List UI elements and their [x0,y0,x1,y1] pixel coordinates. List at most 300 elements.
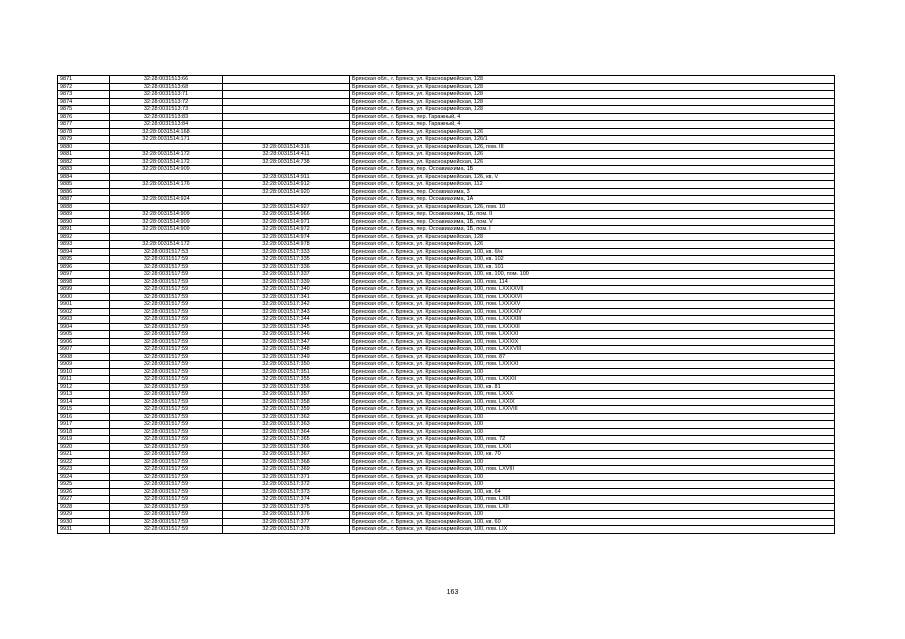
row-number-cell: 9929 [58,511,110,519]
table-row [58,488,835,496]
cadastral-number-cell: 32:28:0031517:59 [110,361,223,369]
row-number-cell: 9894 [58,248,110,256]
row-number-cell: 9928 [58,503,110,511]
table-row [58,361,835,369]
object-cadastral-number-cell: 32:28:0031517:371 [223,473,350,481]
table-row [58,128,835,136]
address-cell: Брянская обл., г. Брянск, ул. Красноармейская, 126 [350,151,835,159]
address-cell: Брянская обл., г. Брянск, ул. Красноармейская, 100 [350,428,835,436]
cadastral-number-cell: 32:28:0031514:909 [110,226,223,234]
address-cell: Брянская обл., г. Брянск, ул. Красноармейская, 128 [350,76,835,84]
row-number-cell: 9910 [58,368,110,376]
row-number-cell: 9897 [58,271,110,279]
object-cadastral-number-cell: 32:28:0031517:344 [223,316,350,324]
row-number-cell: 9915 [58,406,110,414]
table-row [58,383,835,391]
row-number-cell: 9872 [58,83,110,91]
cadastral-number-cell: 32:28:0031517:59 [110,451,223,459]
table-body [58,76,835,534]
address-cell: Брянская обл., г. Брянск, ул. Красноармейская, 126, пом. 10 [350,203,835,211]
object-cadastral-number-cell: 32:28:0031514:912 [223,181,350,189]
object-cadastral-number-cell: 32:28:0031517:374 [223,496,350,504]
table-row [58,226,835,234]
address-cell: Брянская обл., г. Брянск, ул. Красноармейская, 100, пом. LXXXXVI [350,293,835,301]
object-cadastral-number-cell: 32:28:0031517:350 [223,361,350,369]
object-cadastral-number-cell: 32:28:0031517:372 [223,481,350,489]
address-cell: Брянская обл., г. Брянск, ул. Красноармейская, 100, пом. LXXXIX [350,338,835,346]
object-cadastral-number-cell: 32:28:0031517:367 [223,451,350,459]
table-row [58,196,835,204]
address-cell: Брянская обл., г. Брянск, ул. Красноармейская, 100, пом. LXXXXI [350,331,835,339]
table-row [58,76,835,84]
address-cell: Брянская обл., г. Брянск, ул. Красноармейская, 126 [350,128,835,136]
table-row [58,233,835,241]
cadastral-registry-table [57,75,835,534]
address-cell: Брянская обл., г. Брянск, ул. Красноармейская, 128 [350,98,835,106]
cadastral-number-cell: 32:28:0031517:59 [110,338,223,346]
object-cadastral-number-cell: 32:28:0031517:349 [223,353,350,361]
row-number-cell: 9877 [58,121,110,129]
cadastral-number-cell: 32:28:0031514:924 [110,196,223,204]
table-row [58,98,835,106]
address-cell: Брянская обл., г. Брянск, ул. Красноармейская, 128 [350,83,835,91]
cadastral-number-cell: 32:28:0031517:53 [110,248,223,256]
table-row [58,406,835,414]
cadastral-number-cell: 32:28:0031517:59 [110,308,223,316]
address-cell: Брянская обл., г. Брянск, ул. Красноармейская, 100, пом. 114 [350,278,835,286]
object-cadastral-number-cell: 32:28:0031517:342 [223,301,350,309]
row-number-cell: 9887 [58,196,110,204]
row-number-cell: 9883 [58,166,110,174]
table-row [58,151,835,159]
address-cell: Брянская обл., г. Брянск, пер. Осоавиахима, 1Б [350,166,835,174]
address-cell: Брянская обл., г. Брянск, ул. Красноармейская, 100, пом. LXXXXVII [350,286,835,294]
table-row [58,511,835,519]
address-cell: Брянская обл., г. Брянск, ул. Красноармейская, 100 [350,511,835,519]
table-row [58,496,835,504]
cadastral-number-cell: 32:28:0031517:59 [110,323,223,331]
row-number-cell: 9906 [58,338,110,346]
address-cell: Брянская обл., г. Брянск, ул. Красноармейская, 100, пом. LXXXXI [350,361,835,369]
object-cadastral-number-cell [223,136,350,144]
object-cadastral-number-cell [223,76,350,84]
table-row [58,391,835,399]
table-row [58,91,835,99]
cadastral-number-cell: 32:28:0031517:59 [110,391,223,399]
object-cadastral-number-cell: 32:28:0031517:351 [223,368,350,376]
object-cadastral-number-cell: 32:28:0031514:738 [223,158,350,166]
cadastral-number-cell: 32:28:0031514:172 [110,151,223,159]
row-number-cell: 9895 [58,256,110,264]
object-cadastral-number-cell: 32:28:0031517:376 [223,511,350,519]
address-cell: Брянская обл., г. Брянск, ул. Красноармейская, 100 [350,368,835,376]
row-number-cell: 9886 [58,188,110,196]
table-row [58,308,835,316]
table-row [58,428,835,436]
cadastral-number-cell: 32:28:0031513:83 [110,113,223,121]
row-number-cell: 9909 [58,361,110,369]
table-row [58,271,835,279]
table-row [58,218,835,226]
cadastral-number-cell: 32:28:0031514:909 [110,218,223,226]
table-row [58,526,835,534]
cadastral-number-cell: 32:28:0031517:59 [110,458,223,466]
row-number-cell: 9876 [58,113,110,121]
row-number-cell: 9898 [58,278,110,286]
page-number: 163 [446,589,459,596]
address-cell: Брянская обл., г. Брянск, ул. Красноармейская, 100 [350,481,835,489]
row-number-cell: 9930 [58,518,110,526]
object-cadastral-number-cell: 32:28:0031517:362 [223,413,350,421]
table-row [58,83,835,91]
row-number-cell: 9899 [58,286,110,294]
address-cell: Брянская обл., г. Брянск, пер. Осоавиахима, 1Б, пом. V [350,218,835,226]
table-row [58,136,835,144]
cadastral-number-cell: 32:28:0031514:168 [110,128,223,136]
row-number-cell: 9905 [58,331,110,339]
address-cell: Брянская обл., г. Брянск, ул. Красноармейская, 100, пом. LXXXII [350,376,835,384]
object-cadastral-number-cell: 32:28:0031514:971 [223,218,350,226]
cadastral-number-cell: 32:28:0031517:59 [110,286,223,294]
table-row [58,203,835,211]
row-number-cell: 9871 [58,76,110,84]
cadastral-number-cell: 32:28:0031517:59 [110,443,223,451]
object-cadastral-number-cell: 32:28:0031517:337 [223,271,350,279]
row-number-cell: 9890 [58,218,110,226]
cadastral-number-cell: 32:28:0031513:72 [110,98,223,106]
address-cell: Брянская обл., г. Брянск, ул. Красноармейская, 128 [350,91,835,99]
table-row [58,181,835,189]
address-cell: Брянская обл., г. Брянск, ул. Красноармейская, 100, пом. 87 [350,353,835,361]
address-cell: Брянская обл., г. Брянск, пер. Осоавиахима, 1Б, пом. I [350,226,835,234]
table-row [58,188,835,196]
cadastral-number-cell [110,173,223,181]
address-cell: Брянская обл., г. Брянск, ул. Красноармейская, 100, пом. LXXVIII [350,406,835,414]
object-cadastral-number-cell: 32:28:0031517:364 [223,428,350,436]
row-number-cell: 9896 [58,263,110,271]
cadastral-number-cell: 32:28:0031514:176 [110,181,223,189]
cadastral-number-cell: 32:28:0031517:59 [110,526,223,534]
row-number-cell: 9931 [58,526,110,534]
object-cadastral-number-cell: 32:28:0031514:966 [223,211,350,219]
table-row [58,376,835,384]
cadastral-number-cell: 32:28:0031517:59 [110,263,223,271]
object-cadastral-number-cell: 32:28:0031517:346 [223,331,350,339]
row-number-cell: 9881 [58,151,110,159]
address-cell: Брянская обл., г. Брянск, ул. Красноармейская, 126 [350,158,835,166]
table-row [58,316,835,324]
table-row [58,398,835,406]
row-number-cell: 9924 [58,473,110,481]
address-cell: Брянская обл., г. Брянск, ул. Красноармейская, 100, кв. 100, пом. 100 [350,271,835,279]
cadastral-number-cell: 32:28:0031514:909 [110,166,223,174]
address-cell: Брянская обл., г. Брянск, ул. Красноармейская, 126, кв. V [350,173,835,181]
cadastral-number-cell [110,188,223,196]
cadastral-number-cell: 32:28:0031517:59 [110,256,223,264]
row-number-cell: 9888 [58,203,110,211]
object-cadastral-number-cell: 32:28:0031517:365 [223,436,350,444]
table-row [58,256,835,264]
row-number-cell: 9918 [58,428,110,436]
table-row [58,113,835,121]
row-number-cell: 9891 [58,226,110,234]
address-cell: Брянская обл., г. Брянск, пер. Осоавиахима, 3 [350,188,835,196]
row-number-cell: 9919 [58,436,110,444]
address-cell: Брянская обл., г. Брянск, пер. Осоавиахима, 1Б, пом. II [350,211,835,219]
table-row [58,263,835,271]
object-cadastral-number-cell [223,98,350,106]
cadastral-number-cell: 32:28:0031517:59 [110,278,223,286]
table-row [58,368,835,376]
table-row [58,211,835,219]
object-cadastral-number-cell: 32:28:0031517:355 [223,376,350,384]
cadastral-number-cell: 32:28:0031517:59 [110,488,223,496]
cadastral-number-cell: 32:28:0031514:909 [110,211,223,219]
cadastral-number-cell: 32:28:0031513:66 [110,76,223,84]
cadastral-number-cell: 32:28:0031517:59 [110,331,223,339]
table-row [58,248,835,256]
cadastral-number-cell: 32:28:0031513:71 [110,91,223,99]
address-cell: Брянская обл., г. Брянск, пер. Гаражный, 4 [350,121,835,129]
row-number-cell: 9925 [58,481,110,489]
cadastral-number-cell: 32:28:0031514:172 [110,158,223,166]
object-cadastral-number-cell [223,121,350,129]
table-row [58,346,835,354]
address-cell: Брянская обл., г. Брянск, ул. Красноармейская, 100, кв. 60 [350,518,835,526]
cadastral-number-cell: 32:28:0031517:59 [110,271,223,279]
row-number-cell: 9902 [58,308,110,316]
object-cadastral-number-cell: 32:28:0031517:373 [223,488,350,496]
object-cadastral-number-cell: 32:28:0031517:348 [223,346,350,354]
address-cell: Брянская обл., г. Брянск, ул. Красноармейская, 100, кв. 101 [350,263,835,271]
cadastral-number-cell: 32:28:0031517:59 [110,376,223,384]
row-number-cell: 9880 [58,143,110,151]
row-number-cell: 9916 [58,413,110,421]
table-row [58,353,835,361]
row-number-cell: 9889 [58,211,110,219]
table-row [58,323,835,331]
address-cell: Брянская обл., г. Брянск, ул. Красноармейская, 100, пом. LXXXXIII [350,316,835,324]
row-number-cell: 9879 [58,136,110,144]
cadastral-number-cell: 32:28:0031517:59 [110,428,223,436]
address-cell: Брянская обл., г. Брянск, ул. Красноармейская, 100, пом. LXXXVIII [350,346,835,354]
cadastral-number-cell: 32:28:0031517:59 [110,473,223,481]
cadastral-number-cell: 32:28:0031517:59 [110,496,223,504]
object-cadastral-number-cell [223,196,350,204]
row-number-cell: 9903 [58,316,110,324]
cadastral-number-cell [110,203,223,211]
address-cell: Брянская обл., г. Брянск, ул. Красноармейская, 100, пом. LXII [350,503,835,511]
table-row [58,481,835,489]
address-cell: Брянская обл., г. Брянск, ул. Красноармейская, 100, пом. LIX [350,526,835,534]
cadastral-number-cell: 32:28:0031517:59 [110,503,223,511]
address-cell: Брянская обл., г. Брянск, ул. Красноармейская, 100, пом. LXXX [350,391,835,399]
cadastral-number-cell: 32:28:0031517:59 [110,293,223,301]
cadastral-number-cell: 32:28:0031517:59 [110,301,223,309]
row-number-cell: 9900 [58,293,110,301]
row-number-cell: 9885 [58,181,110,189]
object-cadastral-number-cell: 32:28:0031517:377 [223,518,350,526]
address-cell: Брянская обл., г. Брянск, ул. Красноармейская, 100, пом. LXIII [350,496,835,504]
object-cadastral-number-cell: 32:28:0031514:316 [223,143,350,151]
address-cell: Брянская обл., г. Брянск, ул. Красноармейская, 100, кв. 102 [350,256,835,264]
address-cell: Брянская обл., г. Брянск, ул. Красноармейская, 100, пом. LXVIII [350,466,835,474]
row-number-cell: 9893 [58,241,110,249]
object-cadastral-number-cell: 32:28:0031517:345 [223,323,350,331]
address-cell: Брянская обл., г. Брянск, ул. Красноармейская, 100 [350,458,835,466]
object-cadastral-number-cell: 32:28:0031517:339 [223,278,350,286]
address-cell: Брянская обл., г. Брянск, ул. Красноармейская, 126 [350,241,835,249]
row-number-cell: 9927 [58,496,110,504]
cadastral-number-cell: 32:28:0031513:68 [110,83,223,91]
cadastral-number-cell: 32:28:0031514:172 [110,241,223,249]
row-number-cell: 9882 [58,158,110,166]
row-number-cell: 9913 [58,391,110,399]
object-cadastral-number-cell: 32:28:0031514:927 [223,203,350,211]
object-cadastral-number-cell: 32:28:0031517:363 [223,421,350,429]
row-number-cell: 9912 [58,383,110,391]
row-number-cell: 9892 [58,233,110,241]
address-cell: Брянская обл., г. Брянск, пер. Гаражный, 4 [350,113,835,121]
cadastral-number-cell: 32:28:0031517:59 [110,406,223,414]
cadastral-number-cell: 32:28:0031517:59 [110,481,223,489]
table-row [58,166,835,174]
address-cell: Брянская обл., г. Брянск, ул. Красноармейская, 128 [350,233,835,241]
cadastral-number-cell: 32:28:0031517:59 [110,346,223,354]
object-cadastral-number-cell: 32:28:0031517:368 [223,458,350,466]
table-row [58,301,835,309]
address-cell: Брянская обл., г. Брянск, ул. Красноармейская, 100, пом. LXXIX [350,398,835,406]
object-cadastral-number-cell: 32:28:0031514:920 [223,188,350,196]
table-row [58,121,835,129]
object-cadastral-number-cell: 32:28:0031517:378 [223,526,350,534]
object-cadastral-number-cell: 32:28:0031517:366 [223,443,350,451]
address-cell: Брянская обл., г. Брянск, ул. Красноармейская, 100 [350,413,835,421]
table-row [58,503,835,511]
address-cell: Брянская обл., г. Брянск, ул. Красноармейская, 100 [350,473,835,481]
object-cadastral-number-cell: 32:28:0031514:411 [223,151,350,159]
address-cell: Брянская обл., г. Брянск, ул. Красноармейская, 100, пом. LXXXXV [350,301,835,309]
cadastral-number-cell [110,143,223,151]
table-row [58,293,835,301]
cadastral-number-cell: 32:28:0031517:59 [110,518,223,526]
row-number-cell: 9922 [58,458,110,466]
table-row [58,158,835,166]
table-row [58,338,835,346]
address-cell: Брянская обл., г. Брянск, ул. Красноармейская, 100, кв. 70 [350,451,835,459]
row-number-cell: 9917 [58,421,110,429]
cadastral-number-cell: 32:28:0031517:59 [110,398,223,406]
object-cadastral-number-cell: 32:28:0031517:335 [223,256,350,264]
table-row [58,286,835,294]
table-row [58,331,835,339]
table-row [58,241,835,249]
object-cadastral-number-cell [223,113,350,121]
object-cadastral-number-cell: 32:28:0031517:375 [223,503,350,511]
object-cadastral-number-cell: 32:28:0031514:974 [223,233,350,241]
object-cadastral-number-cell: 32:28:0031514:972 [223,226,350,234]
address-cell: Брянская обл., г. Брянск, ул. Красноармейская, 100, пом. LXXXXII [350,323,835,331]
row-number-cell: 9884 [58,173,110,181]
cadastral-number-cell [110,233,223,241]
cadastral-number-cell: 32:28:0031517:59 [110,413,223,421]
address-cell: Брянская обл., г. Брянск, ул. Красноармейская, 112 [350,181,835,189]
row-number-cell: 9911 [58,376,110,384]
cadastral-number-cell: 32:28:0031517:59 [110,353,223,361]
address-cell: Брянская обл., г. Брянск, пер. Осоавиахима, 1А [350,196,835,204]
address-cell: Брянская обл., г. Брянск, ул. Красноармейская, 126, пом. III [350,143,835,151]
table-row [58,413,835,421]
object-cadastral-number-cell: 32:28:0031517:356 [223,383,350,391]
object-cadastral-number-cell [223,106,350,114]
table-row [58,421,835,429]
cadastral-number-cell: 32:28:0031517:59 [110,466,223,474]
cadastral-number-cell: 32:28:0031513:73 [110,106,223,114]
object-cadastral-number-cell [223,166,350,174]
object-cadastral-number-cell [223,91,350,99]
object-cadastral-number-cell: 32:28:0031517:358 [223,398,350,406]
cadastral-number-cell: 32:28:0031517:59 [110,383,223,391]
table-row [58,466,835,474]
object-cadastral-number-cell: 32:28:0031517:357 [223,391,350,399]
address-cell: Брянская обл., г. Брянск, ул. Красноармейская, 128 [350,106,835,114]
row-number-cell: 9873 [58,91,110,99]
object-cadastral-number-cell: 32:28:0031514:978 [223,241,350,249]
cadastral-number-cell: 32:28:0031517:59 [110,436,223,444]
table-row [58,518,835,526]
object-cadastral-number-cell [223,128,350,136]
table-row [58,473,835,481]
table-row [58,143,835,151]
table-row [58,173,835,181]
table-row [58,451,835,459]
row-number-cell: 9914 [58,398,110,406]
row-number-cell: 9907 [58,346,110,354]
row-number-cell: 9921 [58,451,110,459]
object-cadastral-number-cell: 32:28:0031517:336 [223,263,350,271]
table-row [58,443,835,451]
cadastral-number-cell: 32:28:0031517:59 [110,316,223,324]
row-number-cell: 9908 [58,353,110,361]
object-cadastral-number-cell [223,83,350,91]
cadastral-number-cell: 32:28:0031517:59 [110,368,223,376]
object-cadastral-number-cell: 32:28:0031517:333 [223,248,350,256]
row-number-cell: 9874 [58,98,110,106]
object-cadastral-number-cell: 32:28:0031517:340 [223,286,350,294]
cadastral-number-cell: 32:28:0031517:59 [110,421,223,429]
cadastral-number-cell: 32:28:0031517:59 [110,511,223,519]
object-cadastral-number-cell: 32:28:0031517:341 [223,293,350,301]
address-cell: Брянская обл., г. Брянск, ул. Красноармейская, 100 [350,421,835,429]
object-cadastral-number-cell: 32:28:0031517:343 [223,308,350,316]
address-cell: Брянская обл., г. Брянск, ул. Красноармейская, 100, пом. LXXI [350,443,835,451]
row-number-cell: 9901 [58,301,110,309]
cadastral-number-cell: 32:28:0031513:84 [110,121,223,129]
row-number-cell: 9875 [58,106,110,114]
row-number-cell: 9926 [58,488,110,496]
table-row [58,458,835,466]
address-cell: Брянская обл., г. Брянск, ул. Красноармейская, 100, пом. 72 [350,436,835,444]
address-cell: Брянская обл., г. Брянск, ул. Красноармейская, 100, кв. 81 [350,383,835,391]
cadastral-number-cell: 32:28:0031514:171 [110,136,223,144]
row-number-cell: 9904 [58,323,110,331]
object-cadastral-number-cell: 32:28:0031517:347 [223,338,350,346]
row-number-cell: 9923 [58,466,110,474]
object-cadastral-number-cell: 32:28:0031514:911 [223,173,350,181]
row-number-cell: 9920 [58,443,110,451]
address-cell: Брянская обл., г. Брянск, ул. Красноармейская, 100, кв. б/н [350,248,835,256]
row-number-cell: 9878 [58,128,110,136]
